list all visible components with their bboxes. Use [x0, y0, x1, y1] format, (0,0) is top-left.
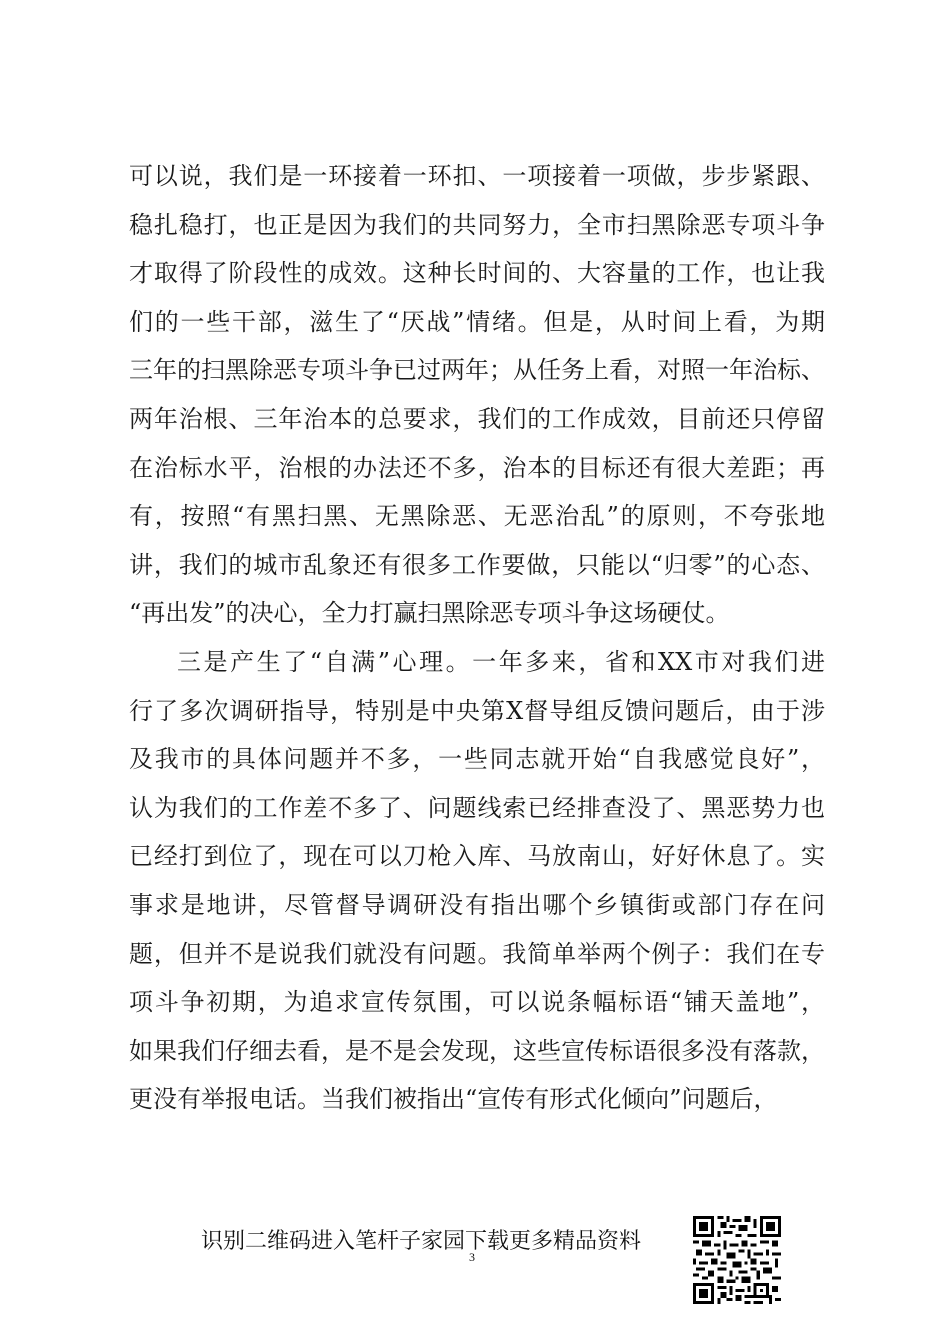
text-line: 讲，我们的城市乱象还有很多工作要做，只能以“归零”的心态、 [129, 550, 825, 579]
qr-code-icon[interactable] [693, 1216, 781, 1304]
text-line: 更没有举报电话。当我们被指出“宣传有形式化倾向”问题后， [129, 1085, 778, 1114]
text-line: 有，按照“有黑扫黑、无黑除恶、无恶治乱”的原则，不夸张地 [129, 502, 825, 531]
document-body [129, 152, 825, 1124]
text-line: 及我市的具体问题并不多，一些同志就开始“自我感觉良好”， [129, 745, 825, 774]
text-line: 们的一些干部，滋生了“厌战”情绪。但是，从时间上看，为期 [129, 307, 825, 336]
page-number: 3 [469, 1250, 475, 1264]
paragraph-start-line: 三是产生了“自满”心理。一年多来，省和XX市对我们进 [177, 647, 825, 676]
text-line: 在治标水平，治根的办法还不多，治本的目标还有很大差距；再 [129, 453, 825, 482]
text-line: 项斗争初期，为追求宣传氛围，可以说条幅标语“铺天盖地”， [129, 988, 825, 1017]
text-line: 如果我们仔细去看，是不是会发现，这些宣传标语很多没有落款， [129, 1036, 825, 1065]
text-line: 行了多次调研指导，特别是中央第X督导组反馈问题后，由于涉 [129, 696, 825, 725]
text-line: 事求是地讲，尽管督导调研没有指出哪个乡镇街或部门存在问 [129, 890, 825, 919]
text-line: 才取得了阶段性的成效。这种长时间的、大容量的工作，也让我 [129, 259, 825, 288]
text-line: 稳扎稳打，也正是因为我们的共同努力，全市扫黑除恶专项斗争 [129, 210, 825, 239]
footer-promo-text: 识别二维码进入笔杆子家园下载更多精品资料 [201, 1229, 642, 1254]
text-line: 三年的扫黑除恶专项斗争已过两年；从任务上看，对照一年治标、 [129, 356, 825, 385]
text-line: “再出发”的决心，全力打赢扫黑除恶专项斗争这场硬仗。 [129, 599, 730, 628]
text-line: 已经打到位了，现在可以刀枪入库、马放南山，好好休息了。实 [129, 842, 825, 871]
text-line: 两年治根、三年治本的总要求，我们的工作成效，目前还只停留 [129, 404, 825, 433]
text-line: 可以说，我们是一环接着一环扣、一项接着一项做，步步紧跟、 [129, 162, 825, 190]
text-line: 认为我们的工作差不多了、问题线索已经排查没了、黑恶势力也 [129, 793, 825, 822]
text-line: 题，但并不是说我们就没有问题。我简单举两个例子：我们在专 [129, 939, 825, 968]
